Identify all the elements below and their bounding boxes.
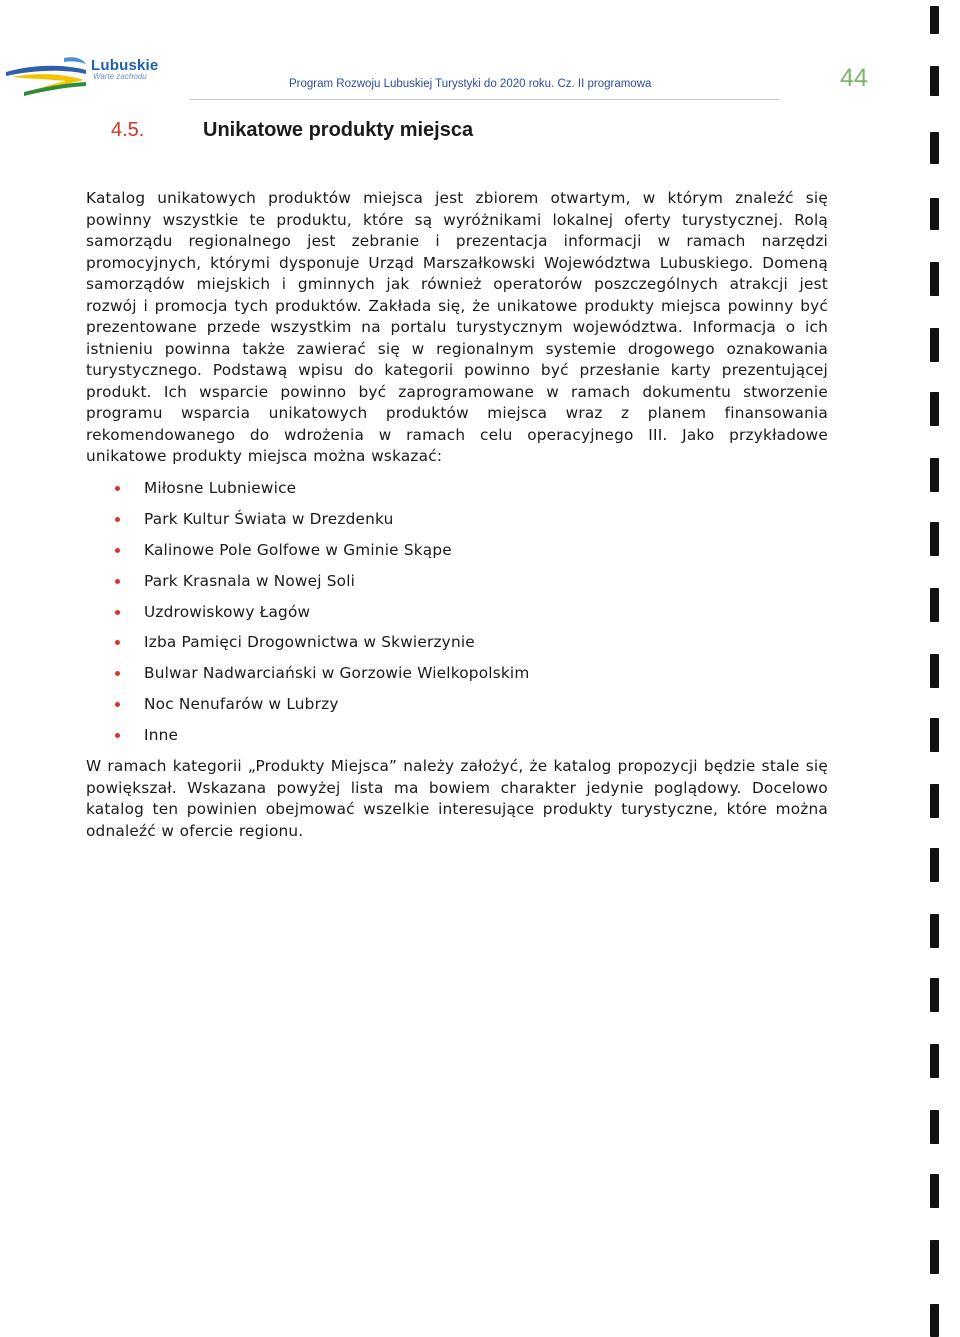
list-item (112, 571, 529, 602)
binding-mark (930, 1110, 939, 1144)
list-item (112, 632, 529, 663)
running-header-title: Program Rozwoju Lubuskiej Turystyki do 2020 roku. Cz. II programowa (289, 78, 652, 90)
binding-mark (930, 654, 939, 688)
product-name: Miłosne Lubniewice (144, 479, 297, 497)
binding-mark (930, 784, 939, 818)
list-item (112, 694, 529, 725)
binding-mark (930, 458, 939, 492)
bullet-icon (115, 486, 120, 491)
list-item (112, 725, 529, 756)
logo-tagline: Warte zachodu (93, 72, 147, 81)
bullet-icon (115, 671, 120, 676)
binding-mark (930, 6, 939, 34)
binding-mark (930, 132, 939, 164)
product-name: Bulwar Nadwarciański w Gorzowie Wielkopolskim (144, 664, 530, 683)
logo-name: Lubuskie (91, 57, 159, 74)
section-title: Unikatowe produkty miejsca (203, 119, 474, 141)
binding-mark (930, 392, 939, 426)
product-name: Uzdrowiskowy Łagów (144, 602, 311, 621)
closing-paragraph: W ramach kategorii „Produkty Miejsca” należy założyć, że katalog propozycji będzie stale się powiększał. Wskazana powyżej lista ma bowiem charakter jedynie poglądowy. Docelowo katalog ten powinien obejmować wszelkie interesujące produkty turystyczne, które można odnaleźć w ofercie regionu. (86, 757, 828, 840)
bullet-icon (115, 579, 120, 584)
binding-mark (930, 588, 939, 622)
product-name: Park Krasnala w Nowej Soli (144, 571, 356, 590)
binding-mark (930, 66, 939, 96)
bullet-icon (115, 702, 120, 707)
product-name: Inne (144, 726, 179, 745)
binding-mark (930, 914, 939, 948)
product-name: Park Kultur Świata w Drezdenku (144, 509, 394, 528)
list-item (112, 478, 529, 509)
bullet-icon (115, 610, 120, 615)
section-number: 4.5. (111, 119, 145, 141)
binding-mark (930, 1240, 939, 1274)
list-item (112, 602, 529, 633)
header-divider (190, 99, 780, 100)
page-number: 44 (840, 64, 868, 92)
binding-mark (930, 262, 939, 296)
list-item (112, 540, 529, 571)
list-item (112, 509, 529, 540)
binding-mark (930, 848, 939, 882)
binding-mark (930, 328, 939, 362)
binding-mark (930, 522, 939, 556)
intro-paragraph: Katalog unikatowych produktów miejsca jest zbiorem otwartym, w którym znaleźć się powinny wszystkie te produktu, które są wyróżnikami lokalnej oferty turystycznej. Rolą samorządu regionalnego jest zebranie i prezentacja informacji w ramach narzędzi promocyjnych, którymi dysponuje Urząd Marszałkowski Województwa Lubuskiego. Domeną samorządów miejskich i gminnych jak również operatorów poszczególnych atrakcji jest rozwój i promocja tych produktów. Zakłada się, że unikatowe produkty miejsca powinny być prezentowane przede wszystkim na portalu turystycznym województwa. Informacja o ich istnieniu powinna także zawierać się w regionalnym systemie drogowego oznakowania turystycznego. Podstawą wpisu do kategorii powinno być przesłanie karty prezentującej produkt. Ich wsparcie powinno być zaprogramowane w ramach dokumentu stworzenie programu wsparcia unikatowych produktów miejsca wraz z planem finansowania rekomendowanego do wdrożenia w ramach celu operacyjnego III. Jako przykładowe unikatowe produkty miejsca można wskazać: (86, 189, 828, 465)
bullet-icon (115, 640, 120, 645)
bullet-icon (115, 517, 120, 522)
product-name: Kalinowe Pole Golfowe w Gminie Skąpe (144, 540, 452, 559)
binding-mark (930, 1044, 939, 1078)
binding-mark (930, 1174, 939, 1208)
binding-mark (930, 198, 939, 230)
products-list (112, 478, 529, 756)
binding-mark (930, 978, 939, 1012)
product-name: Noc Nenufarów w Lubrzy (144, 695, 339, 714)
list-item (112, 663, 529, 694)
bullet-icon (115, 548, 120, 553)
binding-mark (930, 718, 939, 752)
bullet-icon (115, 733, 120, 738)
product-name: Izba Pamięci Drogownictwa w Skwierzynie (144, 633, 475, 652)
binding-mark (930, 1304, 939, 1337)
binding-holes (926, 0, 946, 1337)
page-header (0, 0, 960, 110)
